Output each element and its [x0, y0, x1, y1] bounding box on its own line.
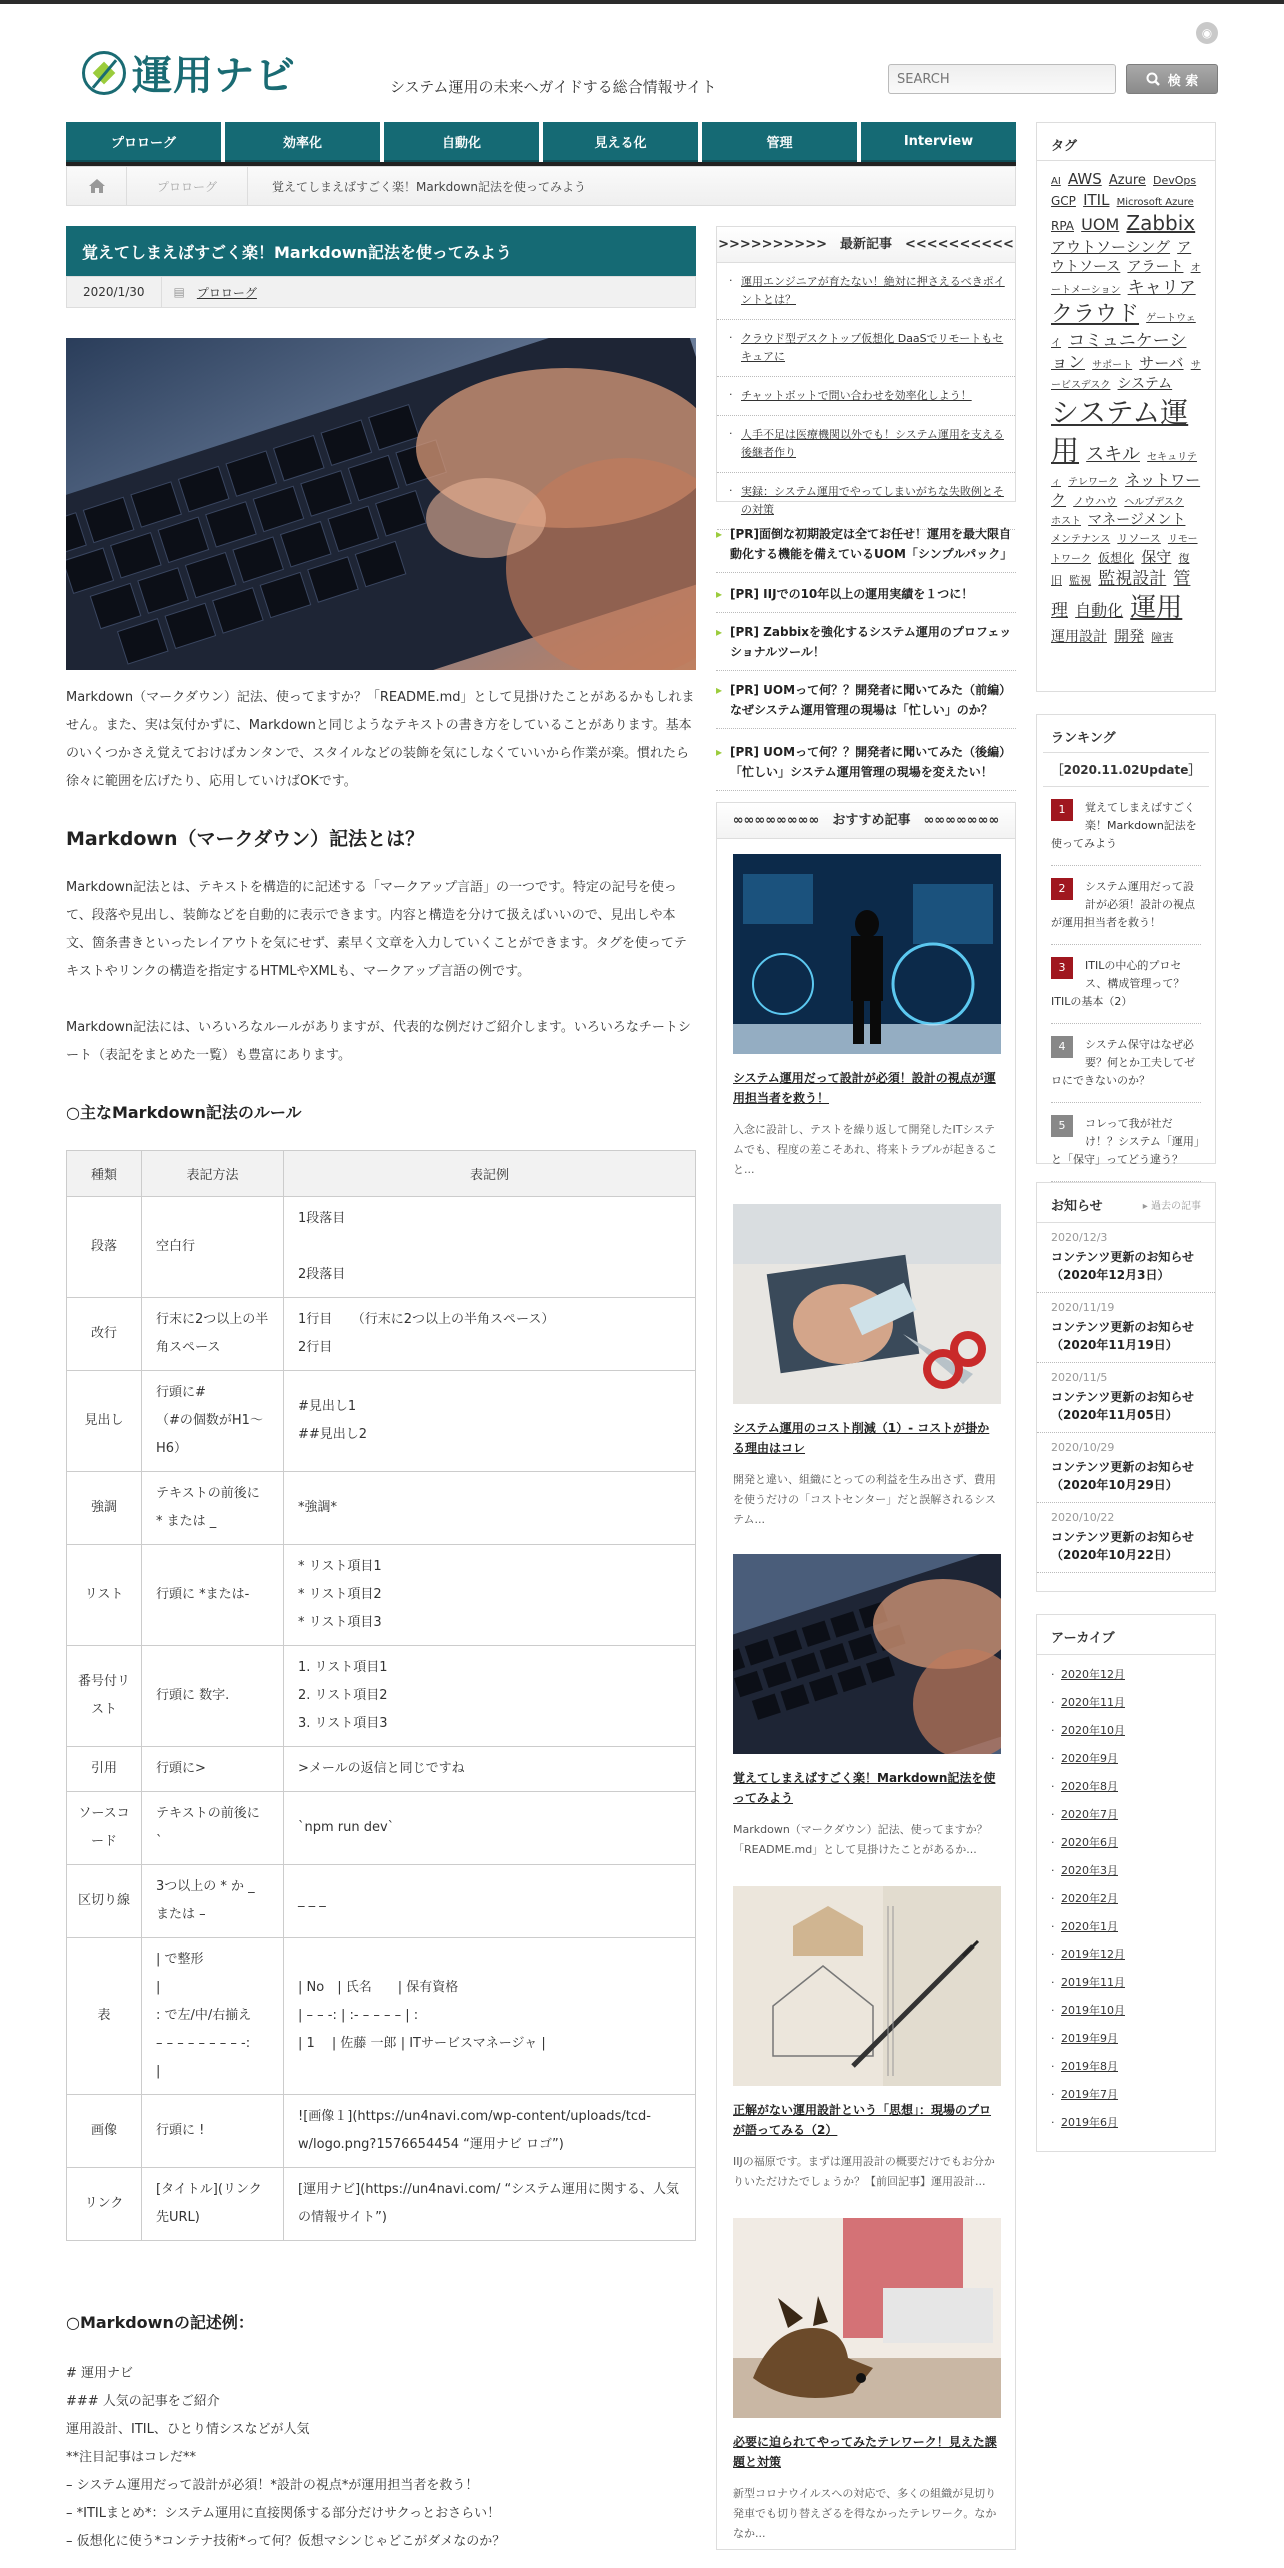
tag-link[interactable]: セキュリティ [1051, 452, 1197, 488]
latest-post-item [717, 320, 1015, 377]
markdown-example-line: # 運用ナビ [66, 2366, 134, 2381]
nav-item[interactable]: 見える化 [543, 122, 698, 164]
tag-link[interactable]: 管理 [1051, 568, 1191, 621]
rule-kind: 見出し [67, 1371, 142, 1472]
latest-post-link[interactable]: 人手不足は医療機関以外でも！システム運用を支える後継者作り [741, 428, 1004, 459]
tag-link[interactable]: AWS [1067, 170, 1102, 188]
archive-widget [1036, 1614, 1216, 2152]
archive-month-link[interactable]: · 2019年12月 [1037, 1941, 1215, 1969]
tag-link[interactable]: 監視 [1069, 573, 1092, 587]
news-date: 2020/11/5 [1051, 1371, 1108, 1384]
table-row [67, 1646, 696, 1747]
tag-link[interactable]: アラート [1127, 258, 1184, 275]
latest-post-item [717, 377, 1015, 416]
article-meta [66, 276, 696, 308]
tag-link[interactable]: システム [1117, 376, 1173, 393]
news-date: 2020/10/22 [1051, 1511, 1115, 1524]
table-header: 表記方法 [142, 1151, 284, 1197]
archive-month-link[interactable]: · 2019年6月 [1037, 2109, 1215, 2137]
news-title: お知らせ [1051, 1199, 1103, 1214]
breadcrumb-current: 覚えてしまえばすごく楽！Markdown記法を使ってみよう [272, 179, 586, 194]
rule-method: 行頭に> [142, 1747, 284, 1792]
rule-kind: 引用 [67, 1747, 142, 1792]
tag-link[interactable]: 保守 [1141, 548, 1172, 567]
tag-link[interactable]: Microsoft Azure [1116, 196, 1194, 208]
markdown-example-line: ### 人気の記事をご紹介 [66, 2394, 220, 2409]
table-row [67, 1545, 696, 1646]
rule-example: 1行目 （行末に2つ以上の半角スペース） 2行目 [284, 1298, 696, 1371]
tag-link[interactable]: サーバ [1139, 354, 1184, 373]
rule-kind: リスト [67, 1545, 142, 1646]
article-intro: Markdown（マークダウン）記法、使ってますか？「README.md」として見掛けたことがあるかもしれません。また、実は気付かずに、Markdownと同じようなテキストの書き方をしていることがあります。基本のいくつかさえ覚えておけばカンタンで、スタイルなどの装飾を気にしなくていいから作業が楽。慣れたら徐々に範囲を広げたり、応用していけばOKです。 [66, 690, 695, 789]
tag-link[interactable]: リソース [1117, 531, 1161, 545]
recommended-image-house-sketch[interactable] [733, 1886, 1001, 2086]
rule-example: * リスト項目1 * リスト項目2 * リスト項目3 [284, 1545, 696, 1646]
ranking-item-title: コレって我が社だけ！？システム「運用」と「保守」ってどう違う？ [1051, 1117, 1200, 1166]
rank-number-badge: 4 [1051, 1036, 1073, 1058]
rule-example: | No | 氏名 | 保有資格 | – – -: | :- – – – – | : | 1 | 佐藤 一郎 | ITサービスマネージャ | [284, 1938, 696, 2095]
rule-kind: 段落 [67, 1197, 142, 1298]
search-button-label: 検 索 [1167, 73, 1199, 89]
top-bar [0, 0, 1284, 4]
ranking-title: ランキング [1051, 731, 1116, 746]
nav-item[interactable]: Interview [861, 122, 1016, 164]
home-icon[interactable] [67, 167, 127, 205]
rule-method: 行末に2つ以上の半角スペース [142, 1298, 284, 1371]
tag-link[interactable]: ノウハウ [1073, 495, 1118, 509]
rank-number-badge: 3 [1051, 957, 1073, 979]
tag-link[interactable]: ITIL [1083, 190, 1110, 209]
ranking-item[interactable] [1051, 787, 1201, 866]
rule-example: _ _ _ [284, 1865, 696, 1938]
rule-method: 行頭に# （#の個数がH1～H6） [142, 1371, 284, 1472]
markdown-rules-table [66, 1150, 696, 2241]
news-item-title: コンテンツ更新のお知らせ（2020年11月05日） [1051, 1390, 1195, 1422]
nav-item[interactable]: プロローグ [66, 122, 221, 164]
ranking-widget [1036, 714, 1216, 1164]
search-input[interactable] [888, 64, 1116, 94]
tag-link[interactable]: 運用設計 [1051, 628, 1107, 645]
archive-month-link[interactable]: · 2020年6月 [1037, 1829, 1215, 1857]
rule-kind: 画像 [67, 2095, 142, 2168]
recommended-image-keyboard[interactable] [733, 1554, 1001, 1754]
latest-post-link[interactable]: 実録：システム運用でやってしまいがちな失敗例とその対策 [741, 485, 1004, 516]
news-item[interactable] [1037, 1433, 1215, 1503]
rule-kind: リンク [67, 2168, 142, 2241]
pr-link[interactable]: ▸ [PR] Zabbixを強化するシステム運用のプロフェッショナルツール！ [716, 616, 1016, 671]
recommended-title-link[interactable]: システム運用のコスト削減（1）- コストが掛かる理由はコレ [733, 1421, 990, 1455]
recommended-desc: 入念に設計し、テストを繰り返して開発したITシステムでも、程度の差こそあれ、将来トラブルが起きること... [733, 1123, 998, 1176]
table-header: 種類 [67, 1151, 142, 1197]
tag-link[interactable]: GCP [1051, 193, 1076, 208]
table-row [67, 1472, 696, 1545]
rule-method: 空白行 [142, 1197, 284, 1298]
recommended-image-telework-dog[interactable] [733, 2218, 1001, 2418]
pr-link[interactable]: ▸ [PR] UOMって何？？開発者に聞いてみた（後編）「忙しい」システム運用管理の現場を変えたい！ [716, 736, 1016, 791]
recommended-desc: Markdown（マークダウン）記法、使ってますか？「README.md」として見掛けたことがあるか... [733, 1823, 988, 1856]
rule-method: [タイトル](リンク先URL) [142, 2168, 284, 2241]
archive-month-link[interactable]: · 2020年7月 [1037, 1801, 1215, 1829]
recommended-title-link[interactable]: 覚えてしまえばすごく楽！Markdown記法を使ってみよう [733, 1771, 996, 1805]
rss-icon[interactable]: ◉ [1196, 22, 1218, 44]
markdown-example-line: **注目記事はコレだ** [66, 2450, 197, 2465]
tag-link[interactable]: クラウド [1051, 301, 1140, 327]
article-paragraph: Markdown記法には、いろいろなルールがありますが、代表的な例だけご紹介します。いろいろなチートシート（表記をまとめた一覧）も豊富にあります。 [66, 1020, 691, 1063]
tag-link[interactable]: ゲートウェイ [1051, 312, 1196, 349]
nav-item[interactable]: 効率化 [225, 122, 380, 164]
ranking-item[interactable] [1051, 1103, 1201, 1182]
ranking-update: ［2020.11.02Update］ [1043, 752, 1209, 787]
rule-method: | で整形 | : で左/中/右揃え – – – – – – – – -: | [142, 1938, 284, 2095]
archive-month-link[interactable]: · 2019年7月 [1037, 2081, 1215, 2109]
archive-month-link[interactable]: · 2020年10月 [1037, 1717, 1215, 1745]
rule-method: テキストの前後に ` [142, 1792, 284, 1865]
logo-text: 運用ナビ [132, 53, 296, 99]
rules-heading: ○主なMarkdown記法のルール [66, 1103, 302, 1122]
rank-number-badge: 2 [1051, 878, 1073, 900]
tag-cloud-title: タグ [1037, 123, 1215, 161]
tag-link[interactable]: システム運用 [1051, 396, 1189, 468]
tag-link[interactable]: RPA [1051, 219, 1075, 234]
ranking-item-title: 覚えてしまえばすごく楽！Markdown記法を使ってみよう [1051, 801, 1197, 850]
latest-post-link[interactable]: クラウド型デスクトップ仮想化 DaaSでリモートもセキュアに [741, 332, 1004, 363]
news-archive-label: 過去の記事 [1151, 1201, 1201, 1212]
rule-method: 行頭に 数字. [142, 1646, 284, 1747]
archive-month-link[interactable]: · 2019年11月 [1037, 1969, 1215, 1997]
archive-month-link[interactable]: · 2019年8月 [1037, 2053, 1215, 2081]
archive-month-link[interactable]: · 2020年8月 [1037, 1773, 1215, 1801]
article-date: 2020/1/30 [67, 277, 162, 307]
table-row [67, 2095, 696, 2168]
news-item[interactable] [1037, 1223, 1215, 1293]
recommended-image-control-room[interactable] [733, 854, 1001, 1054]
ranking-item[interactable] [1051, 945, 1201, 1024]
news-item-title: コンテンツ更新のお知らせ（2020年11月19日） [1051, 1320, 1195, 1352]
recommended-desc: IIJの福原です。まずは運用設計の概要だけでもお分かりいただけたでしょうか？【前回記事】運用設計... [733, 2155, 995, 2188]
rule-example: ![画像１](https://un4navi.com/wp-content/uploads/tcd-w/logo.png?1576654454 “運用ナビ ロゴ”) [284, 2095, 696, 2168]
recommended-title-link[interactable]: 正解がない運用設計という「思想」：現場のプロが語ってみる（2） [733, 2103, 992, 2137]
markdown-example-line: 運用設計、ITIL、ひとり情シスなどが人気 [66, 2422, 310, 2437]
tag-link[interactable]: AI [1051, 176, 1061, 187]
table-row [67, 1298, 696, 1371]
category-icon: ▤ [173, 285, 185, 299]
nav-item[interactable]: 自動化 [384, 122, 539, 164]
tag-link[interactable]: 自動化 [1075, 600, 1124, 620]
rank-number-badge: 1 [1051, 799, 1073, 821]
archive-month-link[interactable]: · 2020年11月 [1037, 1689, 1215, 1717]
tag-link[interactable]: サポート [1092, 360, 1133, 372]
tag-link[interactable]: コミュニケーション [1051, 330, 1187, 374]
tag-link[interactable]: Azure [1108, 173, 1146, 188]
tag-link[interactable]: ネットワーク [1051, 470, 1201, 510]
markdown-example-line: – *ITILまとめ*：システム運用に直接関係する部分だけサクっとおさらい！ [66, 2506, 501, 2521]
main-nav [66, 122, 1016, 164]
rule-method: テキストの前後に * または _ [142, 1472, 284, 1545]
rule-kind: 区切り線 [67, 1865, 142, 1938]
recommended-title-link[interactable]: 必要に迫られてやってみたテレワーク！見えた課題と対策 [733, 2435, 997, 2469]
tag-link[interactable]: 運用 [1130, 592, 1183, 623]
tag-link[interactable]: DevOps [1153, 174, 1197, 187]
rule-kind: 表 [67, 1938, 142, 2095]
rule-method: 3つ以上の * か _ または – [142, 1865, 284, 1938]
tag-link[interactable]: アウトソース [1051, 240, 1192, 275]
latest-post-item [717, 416, 1015, 473]
archive-month-link[interactable]: · 2020年12月 [1037, 1661, 1215, 1689]
article-title: 覚えてしまえばすごく楽！Markdown記法を使ってみよう [66, 226, 696, 276]
rule-method: 行頭に ! [142, 2095, 284, 2168]
rule-example: [運用ナビ](https://un4navi.com/ “システム運用に関する、人気の情報サイト”) [284, 2168, 696, 2241]
table-row [67, 2168, 696, 2241]
news-date: 2020/10/29 [1051, 1441, 1115, 1454]
ranking-item-title: システム運用だって設計が必須！設計の視点が運用担当者を救う！ [1051, 880, 1195, 929]
table-row [67, 1371, 696, 1472]
pr-link[interactable]: ▸ [PR] UOMって何？？開発者に聞いてみた（前編）なぜシステム運用管理の現場は「忙しい」のか？ [716, 674, 1016, 729]
recommended-desc: 開発と違い、組織にとっての利益を生み出さず、費用を使うだけの「コストセンター」だと誤解されるシステム... [733, 1473, 996, 1526]
tag-link[interactable]: ヘルプデスク [1124, 497, 1184, 509]
news-date: 2020/12/3 [1051, 1231, 1108, 1244]
tag-link[interactable]: 監視設計 [1098, 568, 1167, 589]
tag-link[interactable]: テレワーク [1068, 476, 1118, 488]
archive-month-link[interactable]: · 2020年2月 [1037, 1885, 1215, 1913]
table-row [67, 1865, 696, 1938]
ranking-item-title: システム保守はなぜ必要？何とか工夫してゼロにできないのか？ [1051, 1038, 1195, 1087]
rule-example: `npm run dev` [284, 1792, 696, 1865]
news-item-title: コンテンツ更新のお知らせ（2020年10月29日） [1051, 1460, 1195, 1492]
example-heading: ○Markdownの記述例： [66, 2313, 254, 2332]
tag-link[interactable]: 仮想化 [1098, 551, 1135, 566]
rule-example: #見出し1 ##見出し2 [284, 1371, 696, 1472]
table-row [67, 1747, 696, 1792]
tag-link[interactable]: オートメーション [1051, 262, 1201, 296]
rule-kind: 強調 [67, 1472, 142, 1545]
article-category-link[interactable]: プロローグ [196, 285, 257, 300]
table-row [67, 1197, 696, 1298]
archive-month-link[interactable]: · 2020年3月 [1037, 1857, 1215, 1885]
tag-link[interactable]: Zabbix [1126, 211, 1196, 236]
tag-link[interactable]: 開発 [1114, 626, 1145, 645]
news-archive-link[interactable]: ▸ 過去の記事 [1142, 1201, 1201, 1212]
rule-kind: 番号付リスト [67, 1646, 142, 1747]
ranking-item[interactable] [1051, 866, 1201, 945]
rule-kind: ソースコード [67, 1792, 142, 1865]
tag-link[interactable]: マネージメント [1088, 511, 1186, 528]
recommended-title-link[interactable]: システム運用だって設計が必須！設計の視点が運用担当者を救う！ [733, 1071, 996, 1105]
breadcrumb-parent[interactable]: プロローグ [127, 167, 248, 205]
tag-link[interactable]: キャリア [1127, 277, 1196, 298]
recommended-title: ∞∞∞∞∞∞∞∞ おすすめ記事 ∞∞∞∞∞∞∞ [717, 803, 1015, 839]
tag-link[interactable]: サービスデスク [1051, 360, 1201, 392]
rule-kind: 改行 [67, 1298, 142, 1371]
news-item[interactable] [1037, 1293, 1215, 1363]
compass-icon [82, 51, 126, 95]
archive-month-link[interactable]: · 2020年9月 [1037, 1745, 1215, 1773]
tag-link[interactable]: アウトソーシング [1051, 238, 1171, 257]
tag-link[interactable]: スキル [1086, 444, 1140, 466]
tag-link[interactable]: リモートワーク [1051, 533, 1198, 566]
rule-example: 1. リスト項目1 2. リスト項目2 3. リスト項目3 [284, 1646, 696, 1747]
latest-post-item [717, 263, 1015, 320]
markdown-example-line: – 仮想化に使う*コンテナ技術*って何？仮想マシンじゃどこがダメなのか？ [66, 2534, 506, 2549]
news-item[interactable] [1037, 1363, 1215, 1433]
tag-link[interactable]: ホスト [1051, 515, 1081, 527]
news-item-title: コンテンツ更新のお知らせ（2020年10月22日） [1051, 1530, 1195, 1562]
table-row [67, 1792, 696, 1865]
site-logo[interactable] [82, 44, 296, 101]
tag-link[interactable]: 障害 [1151, 630, 1174, 644]
ranking-item-title: ITILの中心的プロセス、構成管理って？ ITILの基本（2） [1051, 959, 1185, 1008]
rule-method: 行頭に *または- [142, 1545, 284, 1646]
news-date: 2020/11/19 [1051, 1301, 1115, 1314]
breadcrumb [66, 166, 1016, 206]
archive-month-link[interactable]: · 2019年9月 [1037, 2025, 1215, 2053]
recommended-image-scissors[interactable] [733, 1204, 1001, 1404]
tag-link[interactable]: 復旧 [1051, 552, 1190, 587]
rule-example: *強調* [284, 1472, 696, 1545]
tag-link[interactable]: メンテナンス [1051, 533, 1111, 545]
nav-item[interactable]: 管理 [702, 122, 857, 164]
table-row [67, 1938, 696, 2095]
tag-link[interactable]: UOM [1081, 215, 1120, 235]
rule-example: 1段落目 2段落目 [284, 1197, 696, 1298]
recommended-desc: 新型コロナウイルスへの対応で、多くの組織が見切り発車でも切り替えざるを得なかったテレワーク。なかなか... [733, 2487, 997, 2540]
archive-month-link[interactable]: · 2020年1月 [1037, 1913, 1215, 1941]
latest-post-link[interactable]: 運用エンジニアが育たない！絶対に押さえるべきポイントとは？ [741, 275, 1005, 306]
search-button[interactable] [1126, 64, 1218, 94]
tag-cloud-widget [1036, 122, 1216, 692]
news-widget [1036, 1182, 1216, 1592]
table-header: 表記例 [284, 1151, 696, 1197]
archive-month-link[interactable]: · 2019年10月 [1037, 1997, 1215, 2025]
article-paragraph: Markdown記法とは、テキストを構造的に記述する「マークアップ言語」の一つです。特定の記号を使って、段落や見出し、装飾などを自動的に表示できます。内容と構造を分けて扱えばいいので、見出しや本文、箇条書きといったレイアウトを気にせず、素早く文章を入力していくことができます。タグを使ってテキストやリンクの構造を指定するHTMLやXMLも、マークアップ言語の例です。 [66, 880, 687, 979]
pr-link[interactable]: ▸ [PR] IIJでの10年以上の運用実績を１つに！ [716, 578, 1016, 613]
latest-posts-widget [716, 226, 1016, 516]
news-item[interactable] [1037, 1503, 1215, 1573]
ranking-item[interactable] [1051, 1024, 1201, 1103]
archive-title: アーカイブ [1037, 1615, 1215, 1655]
markdown-example-line: – システム運用だって設計が必須！*設計の視点*が運用担当者を救う！ [66, 2478, 479, 2493]
article-hero-image [66, 338, 696, 670]
rule-example: >メールの返信と同じですね [284, 1747, 696, 1792]
site-tagline: システム運用の未来へガイドする総合情報サイト [390, 78, 717, 96]
rank-number-badge: 5 [1051, 1115, 1073, 1137]
search-icon [1146, 72, 1160, 86]
news-item-title: コンテンツ更新のお知らせ（2020年12月3日） [1051, 1250, 1195, 1282]
latest-post-link[interactable]: チャットボットで問い合わせを効率化しよう！ [741, 389, 972, 402]
section-heading: Markdown（マークダウン）記法とは？ [66, 828, 425, 850]
latest-posts-title: >>>>>>>>>> 最新記事 <<<<<<<<<< [717, 227, 1015, 263]
pr-link[interactable]: ▸ [PR]面倒な初期設定は全てお任せ！運用を最大限自動化する機能を備えているUOM「シンプルパック」 [716, 518, 1016, 573]
